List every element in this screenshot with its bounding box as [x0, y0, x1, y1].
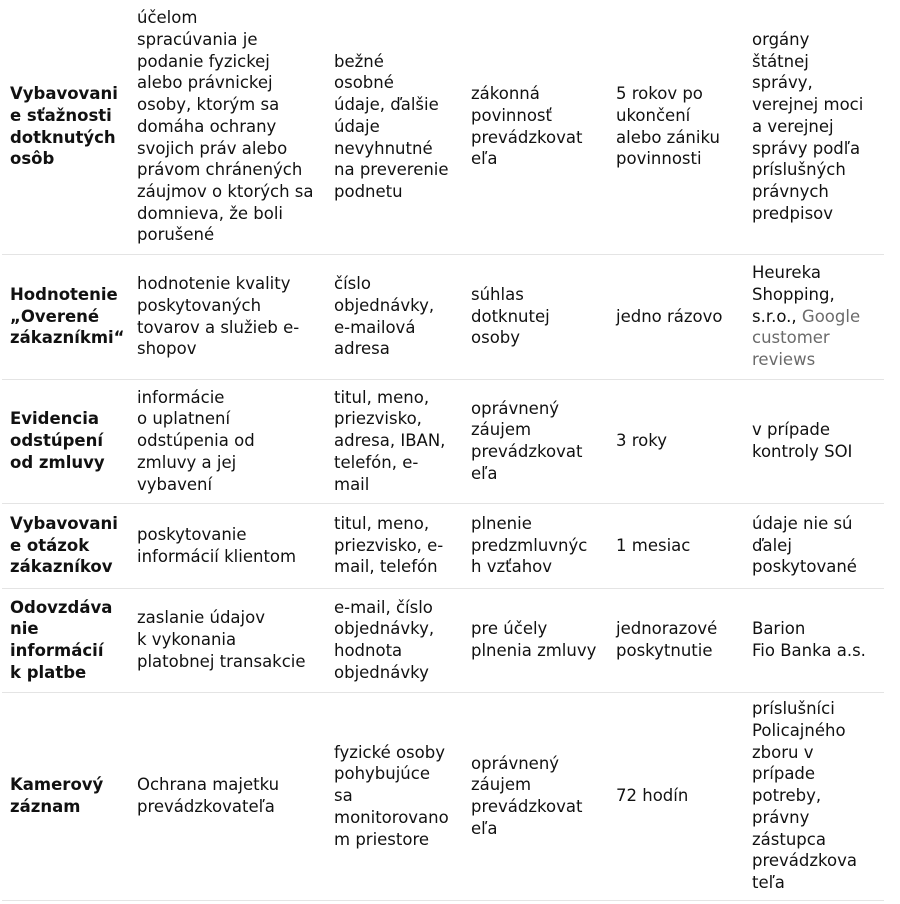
cell-activity: Hodnotenie „Overené zákazníkmi“	[10, 284, 125, 348]
cell-activity: Odovzdáva nie informácií k platbe	[10, 597, 113, 682]
cell-retention: 5 rokov po ukončení alebo zániku povinnosti	[616, 84, 720, 169]
cell-purpose: poskytovanie informácií klientom	[137, 524, 297, 566]
recipient-heureka-sro: s.r.o.,	[752, 306, 802, 326]
processing-table	[2, 0, 884, 901]
cell-data-categories: titul, meno, priezvisko, adresa, IBAN, telefón, e- mail	[334, 387, 446, 494]
cell-purpose: Ochrana majetku prevádzkovateľa	[137, 775, 280, 816]
cell-purpose: zaslanie údajov k vykonania platobnej transakcie	[137, 608, 306, 671]
table-row	[2, 254, 884, 379]
table-row	[2, 692, 884, 900]
cell-activity: Vybavovani e sťažnosti dotknutých osôb	[10, 84, 118, 169]
cell-activity: Kamerový záznam	[10, 775, 104, 816]
cell-activity: Vybavovani e otázok zákazníkov	[10, 513, 118, 577]
cell-retention: 72 hodín	[616, 786, 689, 806]
cell-purpose: informácie o uplatnení odstúpenia od zmluvy a jej vybavení	[137, 387, 255, 494]
cell-data-categories: bežné osobné údaje, ďalšie údaje nevyhnutné na preverenie podnetu	[334, 51, 449, 201]
cell-legal-basis: oprávnený záujem prevádzkovat eľa	[471, 398, 583, 483]
cell-retention: jednorazové poskytnutie	[616, 619, 718, 660]
cell-purpose: hodnotenie kvality poskytovaných tovarov a služieb e- shopov	[137, 274, 300, 359]
table-row	[2, 379, 884, 503]
cell-purpose: účelom spracúvania je podanie fyzickej alebo právnickej osoby, ktorým sa domáha ochrany svojich práv alebo právom chránených záujmov o ktorých sa domnieva, že boli porušené	[137, 8, 314, 245]
cell-recipients: príslušníci Policajného zboru v prípade potreby, právny zástupca prevádzkova teľa	[752, 699, 857, 892]
cell-legal-basis: oprávnený záujem prevádzkovat eľa	[471, 753, 583, 838]
table-row	[2, 0, 884, 254]
cell-data-categories: fyzické osoby pohybujúce sa monitorovano m priestore	[334, 742, 449, 849]
cell-activity: Evidencia odstúpení od zmluvy	[10, 409, 105, 472]
recipient-google: Google	[801, 306, 861, 326]
cell-recipients: Barion Fio Banka a.s.	[752, 619, 866, 660]
cell-recipients: Heureka Shopping, s.r.o., Google customer reviews	[752, 263, 861, 370]
table-row	[2, 588, 884, 692]
cell-recipients: orgány štátnej správy, verejnej moci a verejnej správy podľa príslušných právnych predpisov	[752, 30, 864, 223]
cell-legal-basis: súhlas dotknutej osoby	[471, 284, 550, 348]
cell-legal-basis: pre účely plnenia zmluvy	[471, 619, 597, 660]
cell-data-categories: titul, meno, priezvisko, e- mail, telefón	[334, 513, 444, 577]
cell-data-categories: e-mail, číslo objednávky, hodnota objednávky	[334, 597, 435, 682]
cell-retention: jedno rázovo	[616, 306, 723, 326]
cell-recipients: údaje nie sú ďalej poskytované	[752, 513, 857, 577]
cell-recipients: v prípade kontroly SOI	[752, 420, 853, 461]
cell-data-categories: číslo objednávky, e-mailová adresa	[334, 274, 435, 359]
cell-retention: 3 roky	[616, 431, 667, 451]
cell-legal-basis: plnenie predzmluvnýc h vzťahov	[471, 513, 588, 577]
cell-legal-basis: zákonná povinnosť prevádzkovat eľa	[471, 84, 583, 169]
cell-retention: 1 mesiac	[616, 535, 691, 555]
table-row	[2, 503, 884, 588]
